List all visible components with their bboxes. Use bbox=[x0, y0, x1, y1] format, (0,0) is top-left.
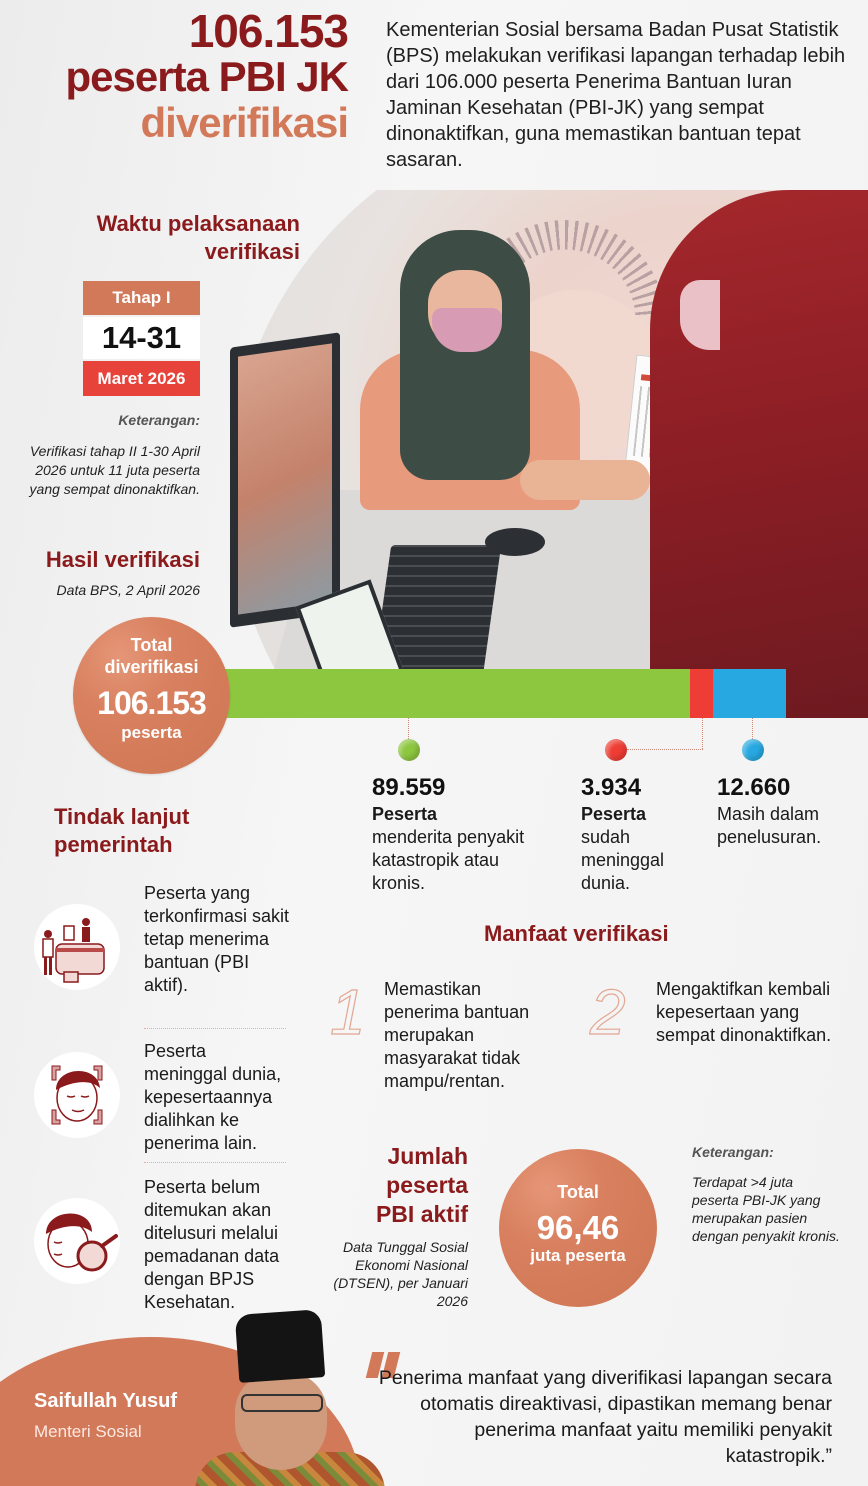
headline-line-3: diverifikasi bbox=[140, 99, 348, 146]
active-pbi-title bbox=[376, 1142, 468, 1229]
stat-chronic bbox=[372, 773, 552, 895]
benefits-title: Manfaat verifikasi bbox=[484, 921, 669, 946]
stat-desc: sudah meninggal dunia. bbox=[581, 827, 665, 893]
bar-segment-tracing bbox=[713, 669, 786, 718]
legend-dot-blue-icon bbox=[742, 739, 764, 761]
magnifier-person-icon bbox=[34, 1198, 120, 1284]
divider bbox=[144, 1028, 286, 1029]
legend-dot-red-icon bbox=[605, 739, 627, 761]
bar-segment-chronic bbox=[200, 669, 690, 718]
minister-quote: Penerima manfaat yang diverifikasi lapangan secara otomatis direaktivasi, dipastikan memang benar penerima manfaat yaitu memiliki penyakit katastropik.” bbox=[378, 1367, 832, 1467]
face-scan-icon bbox=[34, 1052, 120, 1138]
active-pbi-unit: juta peserta bbox=[530, 1246, 626, 1265]
follow-up-title-line-1: Tindak lanjut bbox=[54, 804, 190, 829]
stage-month: Maret 2026 bbox=[83, 361, 200, 396]
connector-red-horizontal bbox=[627, 749, 703, 750]
total-verified-value: 106.153 bbox=[97, 685, 206, 721]
schedule-note-label: Keterangan: bbox=[118, 412, 200, 428]
total-verified-unit: peserta bbox=[121, 723, 182, 742]
follow-up-title-line-2: pemerintah bbox=[54, 832, 173, 857]
benefit-number-2: 2 bbox=[590, 976, 626, 1048]
benefit-item-2: Mengaktifkan kembali kepesertaan yang sempat dinonaktifkan. bbox=[656, 979, 832, 1045]
stat-label: Peserta bbox=[372, 804, 438, 824]
active-pbi-title-line-1: Jumlah bbox=[387, 1143, 468, 1169]
connector-blue bbox=[752, 718, 753, 739]
connector-green bbox=[408, 718, 409, 739]
intro-paragraph: Kementerian Sosial bersama Badan Pusat Statistik (BPS) melakukan verifikasi lapangan terhadap lebih dari 106.000 peserta Penerima Bantuan Iuran Jaminan Kesehatan (PBI-JK) yang sempat dinonaktifkan, guna memastikan bantuan tepat sasaran. bbox=[386, 19, 846, 171]
bar-segment-deceased bbox=[690, 669, 713, 718]
benefit-number-1: 1 bbox=[330, 976, 366, 1048]
total-label-2: diverifikasi bbox=[104, 657, 199, 677]
schedule-title bbox=[97, 210, 300, 266]
stat-label: Peserta bbox=[581, 804, 647, 824]
stat-deceased bbox=[581, 773, 691, 895]
active-pbi-note: Terdapat >4 juta peserta PBI-JK yang merupakan pasien dengan penyakit kronis. bbox=[692, 1174, 840, 1244]
minister-portrait bbox=[205, 1312, 385, 1486]
stage-dates: 14-31 bbox=[83, 317, 200, 359]
headline-line-2: peserta PBI JK bbox=[65, 53, 348, 100]
computer-monitor-icon bbox=[230, 332, 340, 627]
schedule-title-line-2: verifikasi bbox=[204, 239, 300, 264]
active-pbi-label: Total bbox=[557, 1182, 599, 1202]
schedule-title-line-1: Waktu pelaksanaan bbox=[96, 211, 300, 236]
follow-up-item: Peserta belum ditemukan akan ditelusuri melalui pemadanan data dengan BPJS Kesehatan. bbox=[144, 1177, 280, 1312]
headline-number: 106.153 bbox=[188, 5, 348, 57]
benefit-item-1: Memastikan penerima bantuan merupakan masyarakat tidak mampu/rentan. bbox=[384, 979, 530, 1091]
stat-value: 89.559 bbox=[372, 774, 446, 801]
follow-up-title bbox=[54, 803, 189, 859]
service-desk-icon bbox=[34, 904, 120, 990]
mouse-icon bbox=[485, 528, 545, 556]
follow-up-item: Peserta yang terkonfirmasi sakit tetap menerima bantuan (PBI aktif). bbox=[144, 883, 290, 995]
total-verified-badge bbox=[73, 617, 230, 774]
headline bbox=[65, 5, 348, 146]
active-pbi-badge bbox=[499, 1149, 657, 1307]
total-label-1: Total bbox=[130, 635, 173, 655]
active-pbi-value: 96,46 bbox=[536, 1209, 620, 1246]
active-pbi-title-line-2: peserta bbox=[386, 1172, 468, 1198]
active-pbi-note-label: Keterangan: bbox=[692, 1144, 774, 1160]
stat-desc: Masih dalam penelusuran. bbox=[717, 804, 822, 847]
stat-desc: menderita penyakit katastropik atau kronis. bbox=[372, 827, 525, 893]
divider bbox=[144, 1162, 286, 1163]
minister-name: Saifullah Yusuf bbox=[34, 1390, 177, 1412]
active-pbi-title-line-3: PBI aktif bbox=[375, 1201, 468, 1227]
schedule-note: Verifikasi tahap II 1-30 April 2026 untuk 11 juta peserta yang sempat dinonaktifkan. bbox=[29, 443, 200, 497]
stat-value: 12.660 bbox=[717, 774, 791, 801]
legend-dot-green-icon bbox=[398, 739, 420, 761]
stat-value: 3.934 bbox=[581, 774, 642, 801]
stat-tracing bbox=[717, 773, 837, 849]
results-source: Data BPS, 2 April 2026 bbox=[56, 582, 200, 598]
verification-illustration bbox=[230, 190, 868, 718]
citizen-figure bbox=[650, 190, 868, 718]
results-title: Hasil verifikasi bbox=[45, 547, 200, 572]
follow-up-item: Peserta meninggal dunia, kepesertaannya dialihkan ke penerima lain. bbox=[144, 1041, 282, 1153]
active-pbi-source: Data Tunggal Sosial Ekonomi Nasional (DTSEN), per Januari 2026 bbox=[333, 1239, 468, 1309]
minister-role: Menteri Sosial bbox=[34, 1422, 142, 1441]
connector-red-vertical bbox=[702, 718, 703, 749]
hands-exchange bbox=[520, 460, 650, 500]
stage-label: Tahap I bbox=[83, 281, 200, 315]
